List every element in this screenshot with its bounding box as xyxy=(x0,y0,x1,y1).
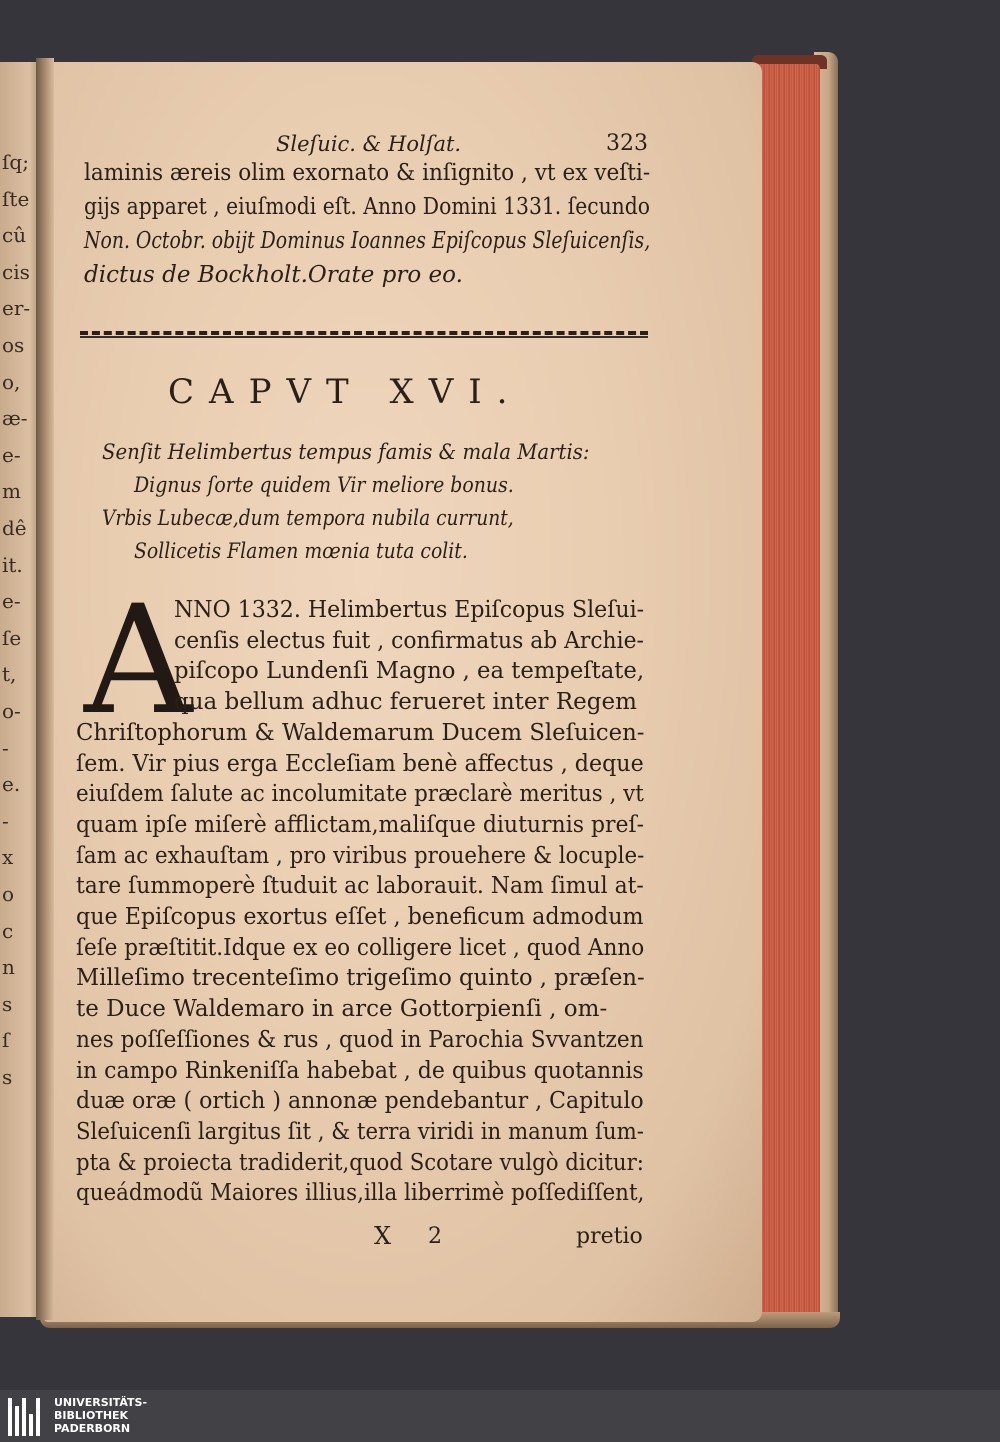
body-line: te Duce Waldemaro in arce Gottorpienſi , om- xyxy=(76,996,608,1023)
body-line: Chriſtophorum & Waldemarum Ducem Sleſuicen- xyxy=(76,719,645,746)
facing-page-line: ſ xyxy=(2,1028,10,1053)
body-line: in campo Rinkeniſſa habebat , de quibus quotannis xyxy=(76,1057,644,1084)
body-line: que Epiſcopus exortus eſſet , beneficum admodum xyxy=(76,904,644,930)
facing-page-line: dê xyxy=(2,516,27,540)
logo-line-3: PADERBORN xyxy=(54,1422,131,1435)
body-line: queádmodũ Maiores illius,illa liberrimè poſſediſſent, xyxy=(76,1180,645,1207)
body-line: qua bellum adhuc ferueret inter Regem xyxy=(174,689,637,716)
verse-line: Dignus ſorte quidem Vir meliore bonus. xyxy=(134,473,514,497)
top-paragraph-line: laminis æreis olim exornato & inſignito , vt ex veſti- xyxy=(84,160,651,186)
page-gutter xyxy=(36,58,54,1320)
catchword: pretio xyxy=(576,1224,643,1249)
facing-page-line: - xyxy=(2,808,9,833)
top-paragraph-line: gijs apparet , eiuſmodi eſt. Anno Domini 1331. ſecundo xyxy=(84,194,651,220)
facing-page-line: ſte xyxy=(2,186,30,211)
body-line: pta & proiecta tradiderit,quod Scotare vulgò dicitur: xyxy=(76,1149,644,1176)
body-line: duæ oræ ( ortich ) annonæ pendebantur , Capitulo xyxy=(76,1088,644,1115)
verse-line: Senſit Helimbertus tempus famis & mala Martis: xyxy=(102,440,590,464)
body-line: quam ipſe miſerè afflictam,maliſque diuturnis preſ- xyxy=(76,811,645,838)
body-line: NNO 1332. Helimbertus Epiſcopus Sleſui- xyxy=(174,597,645,623)
page-number: 323 xyxy=(606,131,648,156)
facing-page-line: ſe xyxy=(2,625,22,650)
footer-bar xyxy=(0,1390,1000,1442)
facing-page-line: it. xyxy=(2,552,23,577)
facing-page-line: o- xyxy=(2,699,21,723)
facing-page-line: s xyxy=(2,1065,13,1089)
facing-page-line: os xyxy=(2,333,25,357)
body-line: piſcopo Lundenſi Magno , ea tempeſtate, xyxy=(174,658,645,685)
body-line: ſeſe præſtitit.Idque ex eo colligere licet , quod Anno xyxy=(76,934,645,961)
body-line: ſam ac exhauſtam , pro viribus prouehere & locuple- xyxy=(76,842,645,869)
top-paragraph-line: Non. Octobr. obijt Dominus Ioannes Epiſcopus Sleſuicenſis, xyxy=(84,228,651,254)
facing-page-line: c xyxy=(2,918,14,943)
facing-page-line: m xyxy=(2,479,21,504)
drop-cap: A xyxy=(84,574,193,748)
body-line: nes poſſeſſiones & rus , quod in Parochia Svvantzen xyxy=(76,1026,644,1053)
body-line: Milleſimo trecenteſimo trigeſimo quinto , præſen- xyxy=(76,965,645,992)
running-head: Sleſuic. & Holſat. xyxy=(276,132,462,156)
facing-page-line: e. xyxy=(2,772,21,797)
page-fore-edge xyxy=(756,64,820,1322)
facing-page-line: ſq; xyxy=(2,150,29,174)
facing-page-line: æ- xyxy=(2,406,28,431)
body-line: eiuſdem ſalute ac incolumitate præclarè meritus , vt xyxy=(76,781,644,808)
facing-page-line: er- xyxy=(2,296,31,321)
section-divider xyxy=(80,331,648,335)
body-line: ſem. Vir pius erga Eccleſiam benè affectus , deque xyxy=(76,750,644,777)
signature-mark: X xyxy=(374,1222,392,1250)
verse-line: Sollicetis Flamen mœnia tuta colit. xyxy=(134,539,468,563)
verse-line: Vrbis Lubecæ,dum tempora nubila currunt, xyxy=(102,506,514,530)
facing-page-line: e- xyxy=(2,589,21,614)
facing-page-line: s xyxy=(2,991,13,1016)
facing-page-line: o, xyxy=(2,369,21,394)
facing-page-line: n xyxy=(2,955,15,980)
facing-page-line: - xyxy=(2,735,9,760)
signature-number: 2 xyxy=(428,1224,442,1249)
library-logo-text xyxy=(54,1396,147,1435)
chapter-title: CAPVT XVI. xyxy=(168,372,523,412)
top-paragraph-line: dictus de Bockholt.Orate pro eo. xyxy=(84,262,463,288)
logo-line-1: UNIVERSITÄTS- xyxy=(54,1396,148,1409)
body-line: tare ſummoperè ſtuduit ac laborauit. Nam ſimul at- xyxy=(76,873,644,900)
facing-page-line: cû xyxy=(2,223,27,248)
body-line: Sleſuicenſi largitus ſit , & terra viridi in manum ſum- xyxy=(76,1118,644,1145)
body-line: cenſis electus fuit , confirmatus ab Archie- xyxy=(174,627,644,654)
facing-page-line: e- xyxy=(2,442,21,467)
facing-page-line: o xyxy=(2,882,15,906)
section-divider-underline xyxy=(80,336,648,338)
library-logo-icon xyxy=(8,1398,44,1436)
facing-page-line: cis xyxy=(2,259,30,284)
logo-line-2: BIBLIOTHEK xyxy=(54,1409,129,1422)
facing-page-line: t, xyxy=(2,662,17,687)
facing-page-line: x xyxy=(2,845,14,870)
